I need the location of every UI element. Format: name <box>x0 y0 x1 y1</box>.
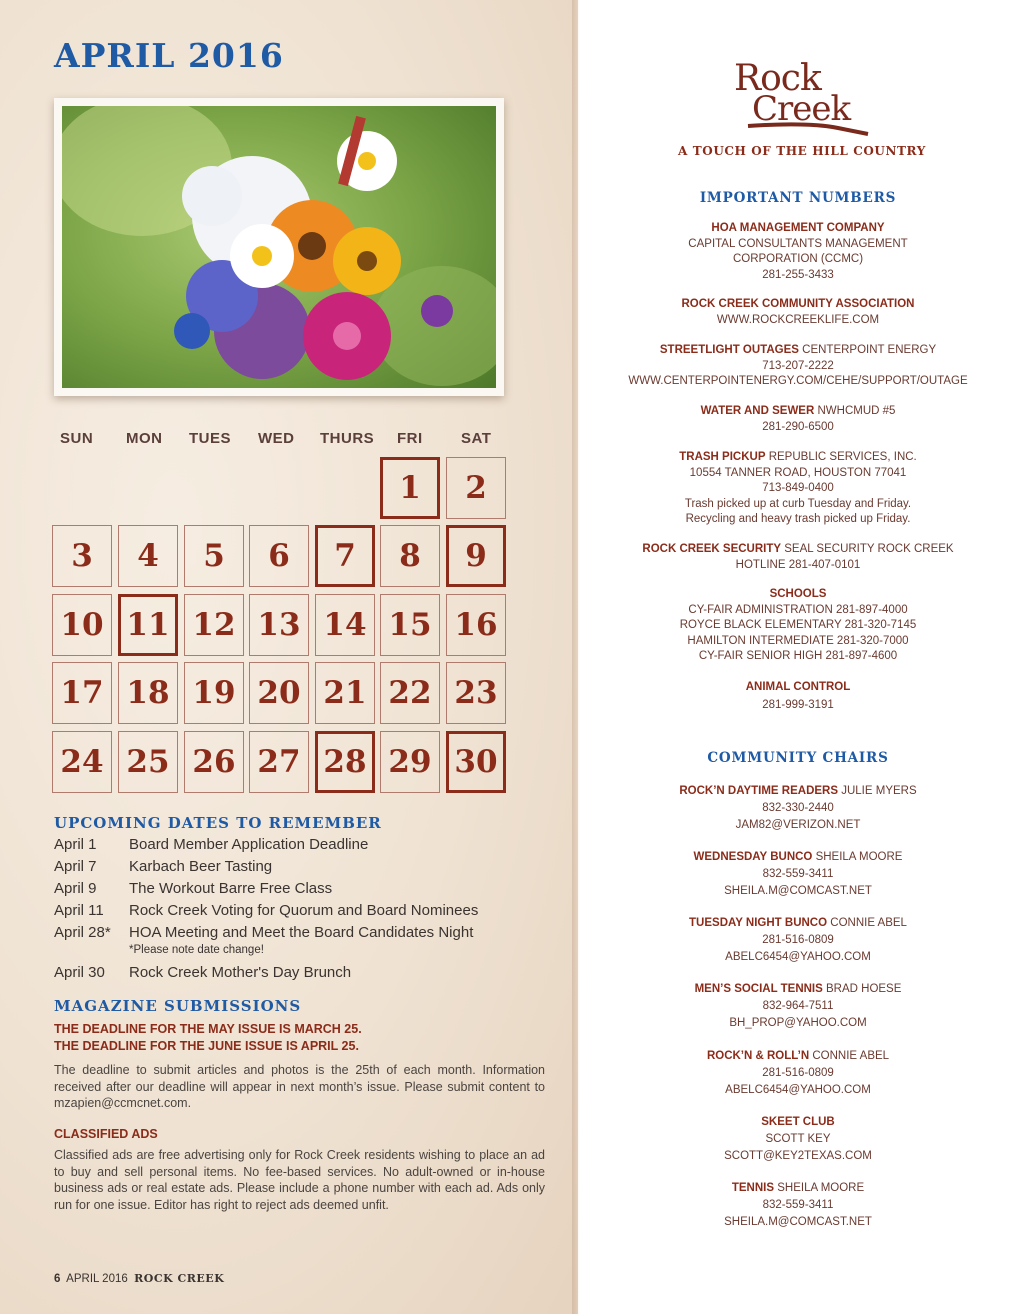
calendar-day: 3 <box>52 525 112 587</box>
chair-phone: 832-964-7511 <box>762 1000 834 1012</box>
calendar-day: 16 <box>446 594 506 656</box>
calendar-day: 12 <box>184 594 244 656</box>
schools-contact <box>590 587 1006 665</box>
contact-label: ROCK CREEK COMMUNITY ASSOCIATION <box>681 298 915 310</box>
page-gutter <box>572 0 580 1314</box>
chair-entry <box>590 1180 1006 1231</box>
flower-bouquet-photo <box>62 106 496 388</box>
chair-label: ROCK’N DAYTIME READERS <box>679 785 839 797</box>
rock-creek-logo <box>728 56 878 140</box>
calendar-day: 21 <box>315 662 375 724</box>
chair-phone: 832-330-2440 <box>762 802 834 814</box>
calendar-day: 15 <box>380 594 440 656</box>
chair-email: SCOTT@KEY2TEXAS.COM <box>724 1150 872 1162</box>
contact-label: ANIMAL CONTROL <box>745 681 851 693</box>
calendar-day: 10 <box>52 594 112 656</box>
security-contact <box>590 542 1006 573</box>
contact-provider: SEAL SECURITY ROCK CREEK <box>781 543 954 555</box>
water-contact <box>590 404 1006 435</box>
trash-contact <box>590 450 1006 528</box>
event-text: Board Member Application Deadline <box>129 836 369 853</box>
chair-phone: 832-559-3411 <box>762 868 834 880</box>
contact-line: 10554 TANNER ROAD, HOUSTON 77041 <box>689 466 907 479</box>
contact-line: 713-207-2222 <box>762 359 834 372</box>
weekday-fri: FRI <box>397 430 423 447</box>
calendar-day: 17 <box>52 662 112 724</box>
calendar-day: 20 <box>249 662 309 724</box>
contact-line: WWW.ROCKCREEKLIFE.COM <box>716 313 880 326</box>
chair-name: SHEILA MOORE <box>774 1182 865 1194</box>
calendar-day: 13 <box>249 594 309 656</box>
chair-phone: 281-516-0809 <box>762 1067 834 1079</box>
contact-line: HAMILTON INTERMEDIATE 281-320-7000 <box>687 634 909 647</box>
chair-label: SKEET CLUB <box>761 1116 835 1128</box>
contact-line: 713-849-0400 <box>762 482 834 494</box>
calendar-day: 11 <box>118 594 178 656</box>
chair-email: ABELC6454@YAHOO.COM <box>725 951 871 963</box>
logo-text-rock: Rock <box>734 58 821 99</box>
hoa-contact <box>590 221 1006 283</box>
submission-paragraph: The deadline to submit articles and photos is the 25th of each month. Information received after our deadline will appear in next month’s issue. Please submit content to mzapien@ccmcnet.com. <box>54 1063 545 1110</box>
event-note: *Please note date change! <box>129 944 264 956</box>
contact-line: CY-FAIR SENIOR HIGH 281-897-4600 <box>698 650 898 662</box>
contact-line: Trash picked up at curb Tuesday and Friday. <box>684 497 912 510</box>
calendar-day: 14 <box>315 594 375 656</box>
contact-label: STREETLIGHT OUTAGES <box>659 344 799 356</box>
calendar-day: 25 <box>118 731 178 793</box>
chair-entry <box>590 1114 1006 1165</box>
chair-name: CONNIE ABEL <box>809 1050 890 1062</box>
june-deadline: THE DEADLINE FOR THE JUNE ISSUE IS APRIL 25. <box>54 1039 359 1053</box>
event-date: April 9 <box>54 880 97 897</box>
calendar-day: 24 <box>52 731 112 793</box>
weekday-tues: TUES <box>189 430 232 447</box>
page-number: 6 <box>54 1273 61 1285</box>
calendar-day: 22 <box>380 662 440 724</box>
weekday-wed: WED <box>258 430 295 447</box>
calendar-day: 6 <box>249 525 309 587</box>
chair-phone: 832-559-3411 <box>762 1199 834 1211</box>
contact-label: HOA MANAGEMENT COMPANY <box>711 222 885 234</box>
chair-email: JAM82@VERIZON.NET <box>735 819 861 831</box>
calendar-day: 19 <box>184 662 244 724</box>
rock-creek-logo-art <box>728 56 878 140</box>
contact-line: 281-999-3191 <box>762 698 834 711</box>
logo-text-creek: Creek <box>752 89 851 129</box>
chair-label: ROCK’N & ROLL’N <box>706 1050 810 1062</box>
calendar-day: 1 <box>380 457 440 519</box>
contact-label: TRASH PICKUP <box>679 451 766 463</box>
calendar-day: 7 <box>315 525 375 587</box>
contact-line: 281-255-3433 <box>762 268 834 281</box>
contact-line: WWW.CENTERPOINTENERGY.COM/CEHE/SUPPORT/OUTAGE <box>628 375 968 387</box>
chair-phone: SCOTT KEY <box>765 1133 831 1145</box>
classified-paragraph: Classified ads are free advertising only for Rock Creek residents wishing to place an ad to buy and sell personal items. No fee-based services. No adult-owned or in-house business ads or real estate ads. Please include a phone number with each ad. Ads only run for one issue. Editor has right to reject ads deemed unfit. <box>54 1148 545 1212</box>
event-text: Rock Creek Mother's Day Brunch <box>129 964 352 981</box>
contact-line: HOTLINE 281-407-0101 <box>735 558 861 571</box>
chair-entry <box>590 1048 1006 1099</box>
magazine-submissions-title: MAGAZINE SUBMISSIONS <box>54 997 302 1015</box>
event-text: The Workout Barre Free Class <box>129 880 333 897</box>
calendar-day: 8 <box>380 525 440 587</box>
chair-label: TENNIS <box>731 1182 775 1194</box>
event-date: April 1 <box>54 836 97 853</box>
contact-line: ROYCE BLACK ELEMENTARY 281-320-7145 <box>679 619 917 631</box>
calendar-day: 9 <box>446 525 506 587</box>
important-numbers-title: IMPORTANT NUMBERS <box>699 190 897 206</box>
calendar-day: 27 <box>249 731 309 793</box>
chair-name: SHEILA MOORE <box>812 851 903 863</box>
calendar-day: 30 <box>446 731 506 793</box>
event-text: Rock Creek Voting for Quorum and Board Nominees <box>129 902 479 919</box>
chair-email: ABELC6454@YAHOO.COM <box>725 1084 871 1096</box>
calendar-day: 26 <box>184 731 244 793</box>
chair-entry <box>590 849 1006 900</box>
chair-name: JULIE MYERS <box>838 785 917 797</box>
calendar-day: 28 <box>315 731 375 793</box>
contact-provider: CENTERPOINT ENERGY <box>798 344 937 356</box>
chair-label: MEN’S SOCIAL TENNIS <box>694 983 823 995</box>
footer-brand: ROCK CREEK <box>134 1272 225 1285</box>
chair-label: TUESDAY NIGHT BUNCO <box>689 917 828 929</box>
weekday-sun: SUN <box>60 430 94 447</box>
chair-name: CONNIE ABEL <box>827 917 907 929</box>
calendar-day: 2 <box>446 457 506 519</box>
weekday-sat: SAT <box>461 430 492 447</box>
chair-phone: 281-516-0809 <box>762 934 834 946</box>
may-deadline: THE DEADLINE FOR THE MAY ISSUE IS MARCH 25. <box>54 1022 362 1036</box>
calendar-day: 29 <box>380 731 440 793</box>
chair-email: SHEILA.M@COMCAST.NET <box>724 1216 872 1228</box>
contact-label: SCHOOLS <box>769 588 827 600</box>
contact-line: 281-290-6500 <box>762 420 834 433</box>
association-contact <box>590 297 1006 328</box>
tagline: A TOUCH OF THE HILL COUNTRY <box>678 144 926 158</box>
chair-label: WEDNESDAY BUNCO <box>693 851 813 863</box>
month-title: APRIL 2016 <box>54 36 284 75</box>
chair-entry <box>590 981 1006 1032</box>
community-chairs-title: COMMUNITY CHAIRS <box>707 750 889 766</box>
footer-issue: APRIL 2016 <box>66 1273 128 1285</box>
flower-photo-frame <box>54 98 504 396</box>
event-date: April 28* <box>54 924 111 941</box>
calendar-day: 23 <box>446 662 506 724</box>
page-footer <box>54 1272 224 1285</box>
contact-line: Recycling and heavy trash picked up Friday. <box>685 513 911 525</box>
weekday-mon: MON <box>126 430 163 447</box>
calendar-day: 18 <box>118 662 178 724</box>
calendar-day: 4 <box>118 525 178 587</box>
contact-provider: REPUBLIC SERVICES, INC. <box>765 451 917 463</box>
contact-line: CAPITAL CONSULTANTS MANAGEMENT <box>688 237 908 250</box>
event-date: April 11 <box>54 902 104 919</box>
streetlight-contact <box>580 343 1016 390</box>
event-date: April 7 <box>54 858 97 875</box>
contact-label: ROCK CREEK SECURITY <box>642 543 782 555</box>
event-text: HOA Meeting and Meet the Board Candidates Night <box>129 924 474 941</box>
event-text: Karbach Beer Tasting <box>129 858 273 875</box>
classified-ads-title: CLASSIFIED ADS <box>54 1127 158 1141</box>
contact-provider: NWHCMUD #5 <box>814 405 896 417</box>
chair-email: SHEILA.M@COMCAST.NET <box>724 885 872 897</box>
animal-control-contact <box>590 680 1006 713</box>
chair-name: BRAD HOESE <box>822 983 902 995</box>
chair-entry <box>590 915 1006 966</box>
upcoming-dates-title: UPCOMING DATES TO REMEMBER <box>54 814 382 832</box>
chair-entry <box>590 783 1006 834</box>
event-date: April 30 <box>54 964 105 981</box>
contact-line: CY-FAIR ADMINISTRATION 281-897-4000 <box>688 603 908 616</box>
calendar-day: 5 <box>184 525 244 587</box>
weekday-thurs: THURS <box>320 430 375 447</box>
chair-email: BH_PROP@YAHOO.COM <box>729 1017 867 1029</box>
contact-label: WATER AND SEWER <box>700 405 815 417</box>
contact-line: CORPORATION (CCMC) <box>732 253 864 265</box>
